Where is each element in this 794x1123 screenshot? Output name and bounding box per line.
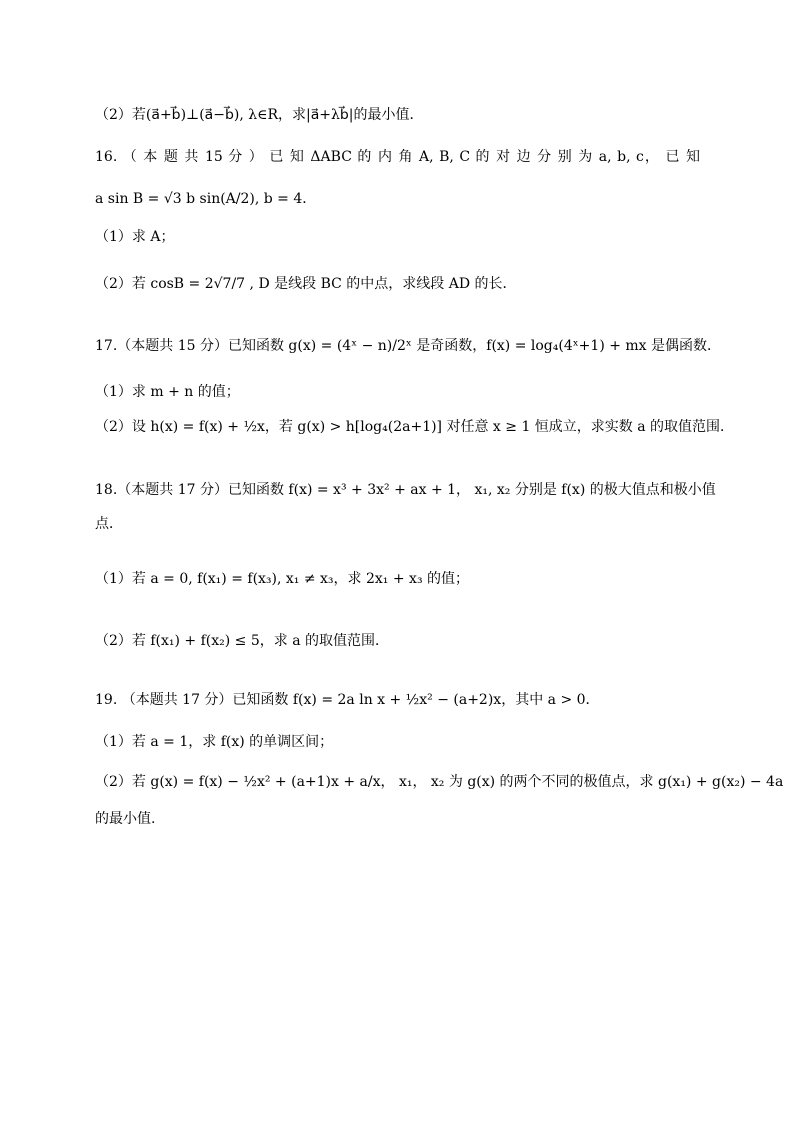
q19-part2-line1: （2）若 g(x) = f(x) − ½x² + (a+1)x + a/x， x₁， x₂ 为 g(x) 的两个不同的极值点，求 g(x₁) + g(x₂) − 4a: [95, 774, 784, 790]
q17-stem: 17.（本题共 15 分）已知函数 g(x) = (4ˣ − n)/2ˣ 是奇函数，f(x) = log₄(4ˣ+1) + mx 是偶函数．: [95, 338, 722, 354]
q19-part2-line2: 的最小值.: [95, 811, 156, 827]
q16-stem-line1: 16. （ 本 题 共 15 分 ） 已 知 ΔABC 的 内 角 A, B, C 的 对 边 分 别 为 a, b, c， 已 知: [95, 149, 700, 165]
q19-part1: （1）若 a = 1，求 f(x) 的单调区间；: [95, 734, 334, 750]
q18-stem-line1: 18.（本题共 17 分）已知函数 f(x) = x³ + 3x² + ax + 1， x₁, x₂ 分别是 f(x) 的极大值点和极小值: [95, 482, 716, 498]
q18-part2: （2）若 f(x₁) + f(x₂) ≤ 5，求 a 的取值范围．: [95, 633, 389, 649]
q18-stem-line2: 点．: [95, 516, 123, 532]
q15-part2: （2）若(a⃗+b⃗)⊥(a⃗−b⃗), λ∈R，求|a⃗+λb⃗|的最小值．: [95, 107, 424, 123]
q19-stem: 19. （本题共 17 分）已知函数 f(x) = 2a ln x + ½x² − (a+2)x，其中 a > 0．: [95, 692, 600, 708]
q16-part2: （2）若 cosB = 2√7/7 , D 是线段 BC 的中点，求线段 AD 的长．: [95, 276, 517, 292]
q16-part1: （1）求 A；: [95, 229, 175, 245]
q16-stem-line2: a sin B = √3 b sin(A/2), b = 4．: [95, 191, 317, 207]
q17-part1: （1）求 m + n 的值；: [95, 384, 240, 400]
q17-part2: （2）设 h(x) = f(x) + ½x，若 g(x) > h[log₄(2a+1)] 对任意 x ≥ 1 恒成立，求实数 a 的取值范围．: [95, 419, 735, 435]
q18-part1: （1）若 a = 0, f(x₁) = f(x₃), x₁ ≠ x₃，求 2x₁ + x₃ 的值；: [95, 571, 470, 587]
